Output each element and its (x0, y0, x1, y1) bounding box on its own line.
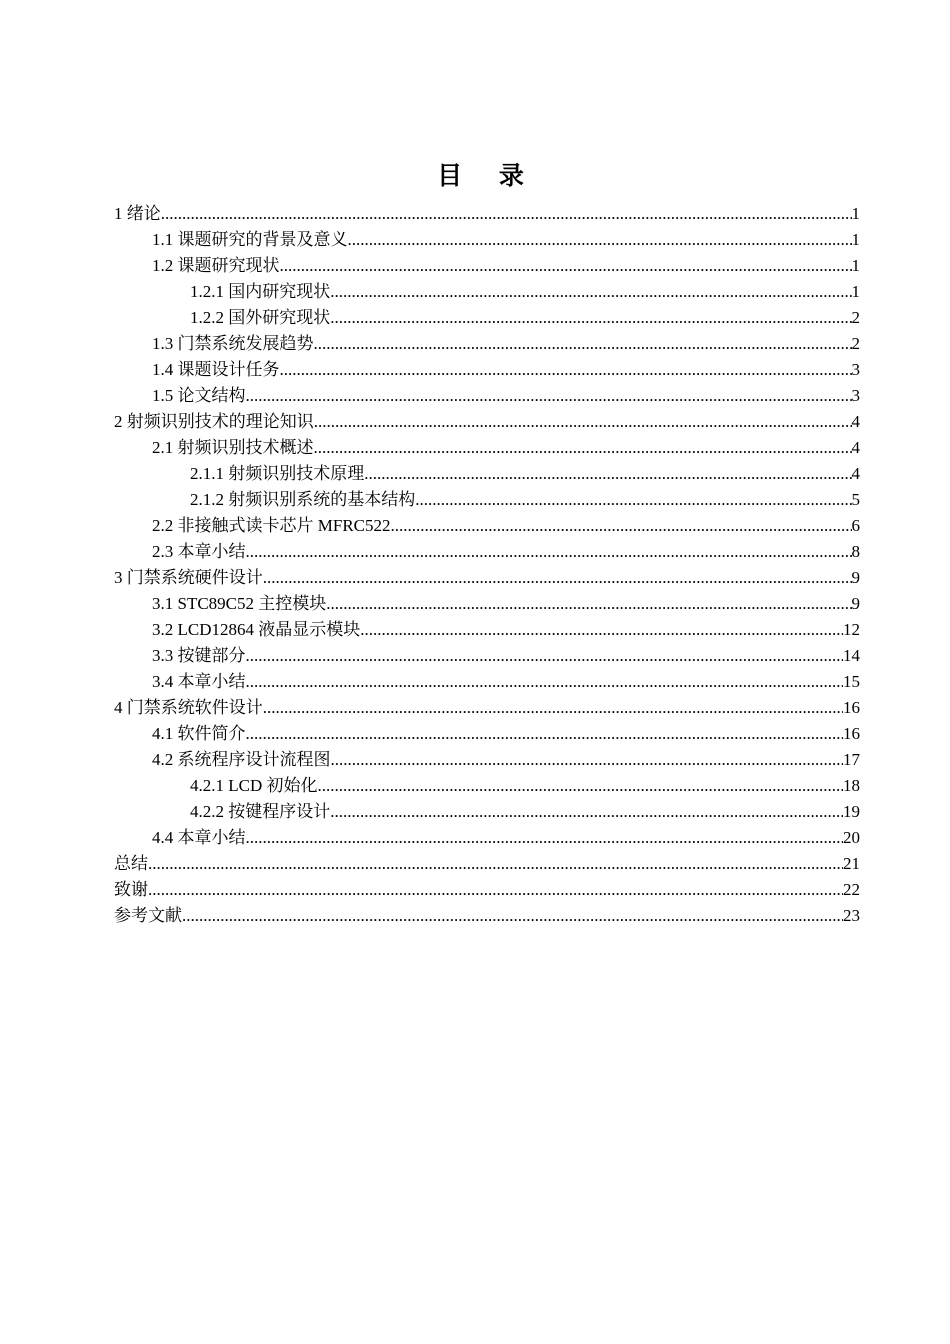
toc-entry-page-number: 1 (851, 230, 860, 249)
toc-entry-page-number: 21 (843, 854, 860, 873)
toc-entry-title: 2.1 射频识别技术概述 (152, 438, 314, 457)
toc-dot-leader (318, 773, 844, 799)
toc-entry-page-number: 16 (843, 724, 860, 743)
toc-entry-title: 1.5 论文结构 (152, 386, 246, 405)
toc-entry-page-number: 16 (843, 698, 860, 717)
toc-entry[interactable] (114, 435, 860, 461)
toc-dot-leader (246, 721, 844, 747)
toc-entry-page-number: 1 (851, 282, 860, 301)
toc-entry[interactable] (114, 357, 860, 383)
toc-dot-leader (314, 409, 852, 435)
toc-entry[interactable] (114, 279, 860, 305)
toc-entry[interactable] (114, 903, 860, 929)
toc-entry[interactable] (114, 591, 860, 617)
toc-entry[interactable] (114, 409, 860, 435)
toc-entry-page-number: 15 (843, 672, 860, 691)
toc-entry-title: 4.2 系统程序设计流程图 (152, 750, 331, 769)
toc-dot-leader (246, 539, 852, 565)
toc-entry[interactable] (114, 227, 860, 253)
toc-dot-leader (280, 357, 852, 383)
toc-entry-page-number: 1 (851, 204, 860, 223)
toc-entry[interactable] (114, 721, 860, 747)
toc-entry[interactable] (114, 643, 860, 669)
toc-entry-title: 4.2.1 LCD 初始化 (190, 776, 318, 795)
toc-entry-page-number: 9 (851, 568, 860, 587)
toc-entry-page-number: 17 (843, 750, 860, 769)
toc-dot-leader (330, 305, 851, 331)
toc-entry[interactable] (114, 877, 860, 903)
toc-entry-title: 4.2.2 按键程序设计 (190, 802, 331, 821)
toc-entry[interactable] (114, 383, 860, 409)
toc-entry-page-number: 20 (843, 828, 860, 847)
toc-entry[interactable] (114, 487, 860, 513)
toc-entry-title: 1.2.2 国外研究现状 (190, 308, 331, 327)
toc-entry-title: 3.3 按键部分 (152, 646, 246, 665)
toc-list (114, 201, 860, 929)
toc-dot-leader (280, 253, 852, 279)
toc-entry-title: 2.1.2 射频识别系统的基本结构 (190, 490, 416, 509)
toc-entry-title: 2 射频识别技术的理论知识 (114, 412, 314, 431)
toc-dot-leader (263, 695, 843, 721)
toc-dot-leader (326, 591, 851, 617)
toc-dot-leader (330, 799, 843, 825)
toc-entry-title: 1.4 课题设计任务 (152, 360, 280, 379)
toc-entry-page-number: 4 (851, 464, 860, 483)
toc-entry-page-number: 23 (843, 906, 860, 925)
toc-entry-page-number: 14 (843, 646, 860, 665)
toc-dot-leader (182, 903, 843, 929)
toc-entry-title: 1 绪论 (114, 204, 161, 223)
toc-title: 目 录 (437, 161, 538, 190)
toc-entry-title: 1.1 课题研究的背景及意义 (152, 230, 348, 249)
toc-dot-leader (360, 617, 843, 643)
toc-entry-page-number: 9 (851, 594, 860, 613)
toc-entry[interactable] (114, 513, 860, 539)
toc-entry-page-number: 3 (851, 386, 860, 405)
toc-entry-title: 2.2 非接触式读卡芯片 MFRC522 (152, 516, 391, 535)
toc-dot-leader (148, 877, 843, 903)
toc-dot-leader (246, 669, 844, 695)
toc-entry-title: 3.1 STC89C52 主控模块 (152, 594, 327, 613)
toc-dot-leader (348, 227, 852, 253)
toc-entry-page-number: 3 (851, 360, 860, 379)
toc-entry[interactable] (114, 305, 860, 331)
toc-entry[interactable] (114, 825, 860, 851)
toc-dot-leader (161, 201, 852, 227)
toc-entry-page-number: 1 (851, 256, 860, 275)
toc-dot-leader (364, 461, 851, 487)
toc-dot-leader (391, 513, 852, 539)
toc-entry-title: 4.4 本章小结 (152, 828, 246, 847)
toc-dot-leader (263, 565, 852, 591)
toc-entry-page-number: 4 (851, 412, 860, 431)
toc-entry[interactable] (114, 773, 860, 799)
toc-entry-page-number: 8 (851, 542, 860, 561)
toc-entry[interactable] (114, 669, 860, 695)
toc-entry-page-number: 2 (851, 308, 860, 327)
toc-entry-title: 2.1.1 射频识别技术原理 (190, 464, 365, 483)
toc-dot-leader (148, 851, 843, 877)
toc-entry-title: 总结 (114, 854, 148, 873)
toc-dot-leader (246, 643, 844, 669)
toc-entry-title: 1.3 门禁系统发展趋势 (152, 334, 314, 353)
toc-entry[interactable] (114, 253, 860, 279)
toc-entry[interactable] (114, 539, 860, 565)
toc-dot-leader (330, 279, 851, 305)
toc-entry-title: 1.2.1 国内研究现状 (190, 282, 331, 301)
toc-entry-page-number: 19 (843, 802, 860, 821)
toc-dot-leader (314, 331, 852, 357)
toc-entry-title: 致谢 (114, 880, 148, 899)
toc-dot-leader (246, 383, 852, 409)
toc-entry[interactable] (114, 565, 860, 591)
toc-entry-page-number: 5 (851, 490, 860, 509)
toc-entry-page-number: 18 (843, 776, 860, 795)
toc-entry-title: 3 门禁系统硬件设计 (114, 568, 263, 587)
toc-dot-leader (314, 435, 852, 461)
toc-entry-page-number: 6 (851, 516, 860, 535)
toc-entry-page-number: 12 (843, 620, 860, 639)
toc-entry[interactable] (114, 331, 860, 357)
toc-dot-leader (331, 747, 844, 773)
toc-dot-leader (246, 825, 844, 851)
toc-entry-page-number: 2 (851, 334, 860, 353)
toc-entry[interactable] (114, 461, 860, 487)
toc-dot-leader (415, 487, 851, 513)
toc-entry-page-number: 4 (851, 438, 860, 457)
toc-entry[interactable] (114, 747, 860, 773)
toc-entry-title: 4 门禁系统软件设计 (114, 698, 263, 717)
toc-entry-title: 4.1 软件简介 (152, 724, 246, 743)
toc-entry[interactable] (114, 799, 860, 825)
toc-entry-title: 参考文献 (114, 906, 182, 925)
toc-entry[interactable] (114, 617, 860, 643)
toc-entry-title: 2.3 本章小结 (152, 542, 246, 561)
toc-entry[interactable] (114, 201, 860, 227)
toc-entry-title: 3.4 本章小结 (152, 672, 246, 691)
toc-entry[interactable] (114, 695, 860, 721)
toc-entry-page-number: 22 (843, 880, 860, 899)
toc-entry-title: 3.2 LCD12864 液晶显示模块 (152, 620, 361, 639)
toc-entry[interactable] (114, 851, 860, 877)
toc-entry-title: 1.2 课题研究现状 (152, 256, 280, 275)
